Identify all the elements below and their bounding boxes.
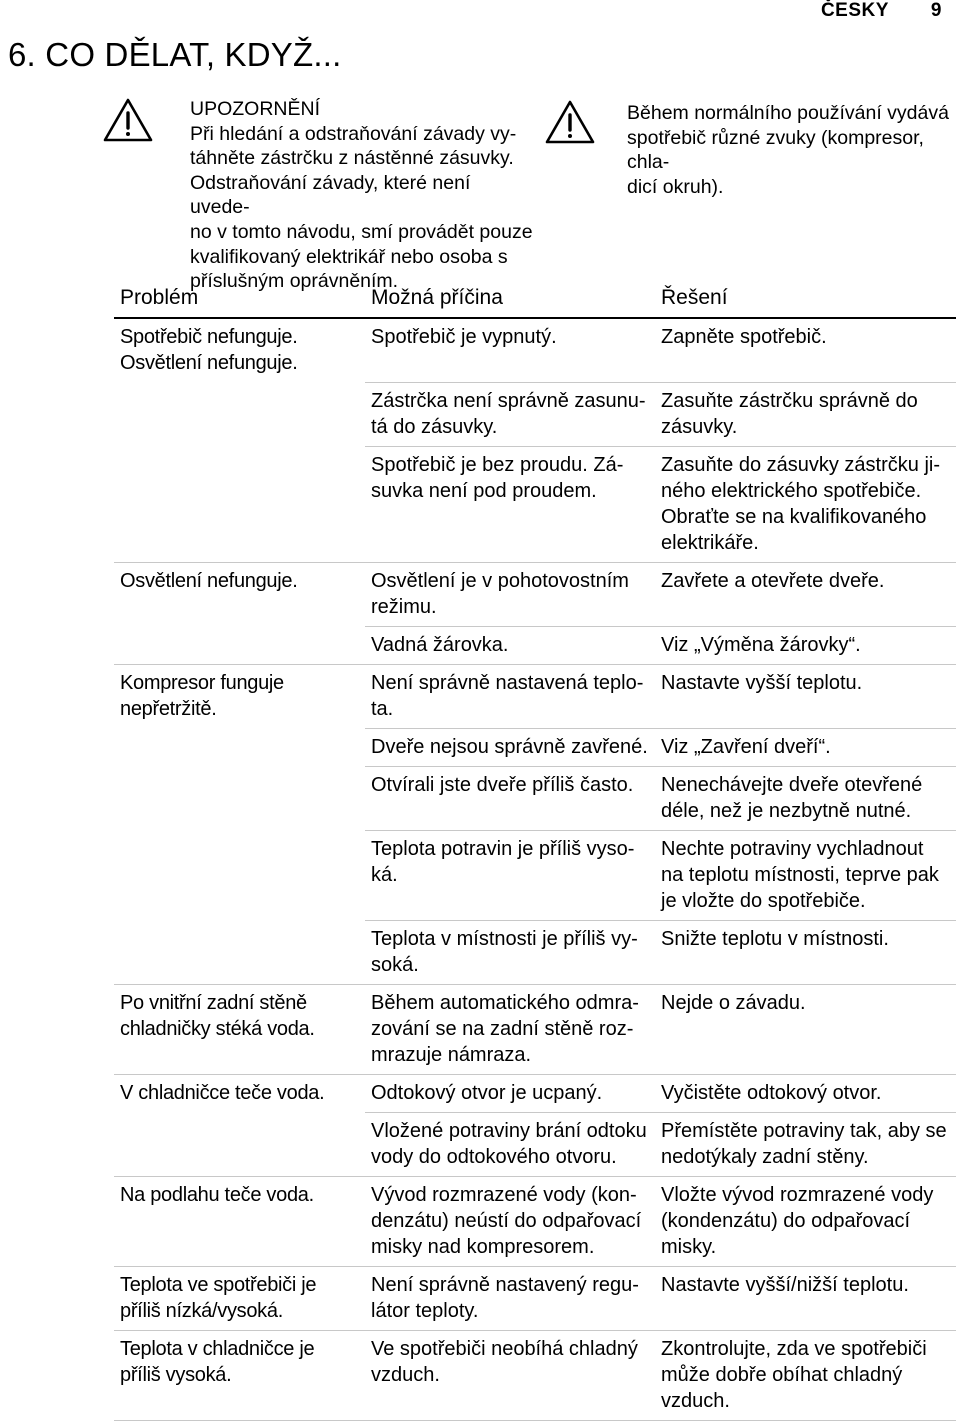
cell-line: Vyčistěte odtokový otvor. <box>661 1081 882 1104</box>
warning-line: příslušným oprávněním. <box>190 270 399 293</box>
cause-cell <box>365 1176 655 1266</box>
cell-line: Během automatického odmra- <box>371 991 639 1014</box>
warning-line: kvalifikovaný elektrikář nebo osoba s <box>190 245 508 268</box>
cell-line: látor teploty. <box>371 1299 479 1322</box>
cell-line: Nechte potraviny vychladnout <box>661 837 924 860</box>
cause-cell <box>365 1074 655 1112</box>
warning-heading: UPOZORNĚNÍ <box>190 98 321 120</box>
cell-line: Po vnitřní zadní stěně <box>120 991 307 1014</box>
table-row <box>114 1176 956 1266</box>
warning-left-body <box>190 122 535 294</box>
warning-line: Během normálního používání vydává <box>627 102 949 124</box>
solution-cell <box>655 626 956 664</box>
table-row <box>114 830 956 920</box>
cell-line: příliš vysoká. <box>120 1363 232 1386</box>
cell-line: Vadná žárovka. <box>371 633 509 656</box>
cell-line: mrazuje námraza. <box>371 1043 532 1066</box>
problem-cell <box>114 382 365 446</box>
column-header-solution: Řešení <box>655 283 956 318</box>
warning-right-body <box>627 101 957 199</box>
solution-cell <box>655 1266 956 1330</box>
cell-line: elektrikáře. <box>661 531 759 554</box>
problem-cell <box>114 562 365 626</box>
cell-line: Snižte teplotu v místnosti. <box>661 927 889 950</box>
solution-cell <box>655 984 956 1074</box>
problem-cell <box>114 984 365 1074</box>
page-header <box>821 0 942 22</box>
warning-line: táhněte zástrčku z nástěnné zásuvky. <box>190 147 514 170</box>
cell-line: Ve spotřebiči neobíhá chladný <box>371 1337 638 1360</box>
cell-line: Osvětlení nefunguje. <box>120 569 298 592</box>
cell-line: Zavřete a otevřete dveře. <box>661 569 885 592</box>
cause-cell <box>365 626 655 664</box>
solution-cell <box>655 1330 956 1420</box>
cause-cell <box>365 446 655 562</box>
cause-cell <box>365 562 655 626</box>
problem-cell <box>114 1074 365 1112</box>
cell-line: Není správně nastavená teplo- <box>371 671 644 694</box>
warning-left-text <box>190 97 535 294</box>
cause-cell <box>365 1112 655 1176</box>
cause-cell <box>365 830 655 920</box>
cause-cell <box>365 1266 655 1330</box>
column-header-problem: Problém <box>114 283 365 318</box>
problem-cell <box>114 1330 365 1420</box>
solution-cell <box>655 1074 956 1112</box>
cell-line: Teplota v místnosti je příliš vy- <box>371 927 638 950</box>
solution-cell <box>655 1176 956 1266</box>
cell-line: Obraťte se na kvalifikovaného <box>661 505 927 528</box>
table-row <box>114 664 956 728</box>
warning-line: no v tomto návodu, smí provádět pouze <box>190 220 533 243</box>
cell-line: Není správně nastavený regu- <box>371 1273 639 1296</box>
table-row <box>114 446 956 562</box>
cell-line: Zasuňte zástrčku správně do <box>661 389 918 412</box>
solution-cell <box>655 382 956 446</box>
cell-line: Na podlahu teče voda. <box>120 1183 314 1206</box>
cell-line: ta. <box>371 697 394 720</box>
cell-line: vzduch. <box>661 1389 730 1412</box>
solution-cell <box>655 562 956 626</box>
cell-line: Spotřebič nefunguje. <box>120 326 298 348</box>
cell-line: Přemístěte potraviny tak, aby se <box>661 1119 947 1142</box>
problem-cell <box>114 664 365 728</box>
cell-line: na teplotu místnosti, teprve pak <box>661 863 939 886</box>
problem-cell <box>114 728 365 766</box>
cell-line: Zástrčka není správně zasunu- <box>371 389 646 412</box>
table-body <box>114 318 956 1420</box>
cause-cell <box>365 318 655 382</box>
warning-line: spotřebič různé zvuky (kompresor, chla- <box>627 126 924 174</box>
table-row <box>114 766 956 830</box>
cell-line: soká. <box>371 953 419 976</box>
cell-line: Osvětlení je v pohotovostním <box>371 569 629 592</box>
cell-line: Teplota ve spotřebiči je <box>120 1273 317 1296</box>
table-row <box>114 1266 956 1330</box>
problem-cell <box>114 1266 365 1330</box>
cell-line: může dobře obíhat chladný <box>661 1363 903 1386</box>
problem-cell <box>114 446 365 562</box>
problem-cell <box>114 318 365 382</box>
cell-line: misky nad kompresorem. <box>371 1235 595 1258</box>
problem-cell <box>114 766 365 830</box>
problem-cell <box>114 626 365 664</box>
cell-line: Vývod rozmrazené vody (kon- <box>371 1183 637 1206</box>
table-row <box>114 1112 956 1176</box>
cause-cell <box>365 1330 655 1420</box>
cell-line: Osvětlení nefunguje. <box>120 352 298 374</box>
cell-line: déle, než je nezbytně nutné. <box>661 799 912 822</box>
warning-triangle-icon <box>544 99 596 145</box>
solution-cell <box>655 920 956 984</box>
cell-line: Viz „Výměna žárovky“. <box>661 633 861 656</box>
cell-line: Nenechávejte dveře otevřené <box>661 773 923 796</box>
cell-line: režimu. <box>371 595 437 618</box>
cell-line: ného elektrického spotřebiče. <box>661 479 922 502</box>
solution-cell <box>655 766 956 830</box>
cell-line: vzduch. <box>371 1363 440 1386</box>
cell-line: Odtokový otvor je ucpaný. <box>371 1081 603 1104</box>
cause-cell <box>365 984 655 1074</box>
cell-line: zování se na zadní stěně roz- <box>371 1017 634 1040</box>
cause-cell <box>365 766 655 830</box>
cell-line: Spotřebič je vypnutý. <box>371 326 557 348</box>
cell-line: nepřetržitě. <box>120 697 217 720</box>
table-row <box>114 984 956 1074</box>
cell-line: Viz „Zavření dveří“. <box>661 735 831 758</box>
table-row <box>114 562 956 626</box>
solution-cell <box>655 830 956 920</box>
page-number: 9 <box>930 0 942 21</box>
column-header-cause: Možná příčina <box>365 283 655 318</box>
warning-right-text <box>627 101 957 199</box>
cell-line: vody do odtokového otvoru. <box>371 1145 617 1168</box>
solution-cell <box>655 1112 956 1176</box>
cell-line: zásuvky. <box>661 415 738 438</box>
cell-line: Teplota v chladničce je <box>120 1337 315 1360</box>
solution-cell <box>655 728 956 766</box>
cell-line: Kompresor funguje <box>120 671 284 694</box>
solution-cell <box>655 446 956 562</box>
cell-line: Dveře nejsou správně zavřené. <box>371 735 648 758</box>
solution-cell <box>655 664 956 728</box>
table-row <box>114 626 956 664</box>
cell-line: nedotýkaly zadní stěny. <box>661 1145 869 1168</box>
cell-line: denzátu) neústí do odpařovací <box>371 1209 642 1232</box>
cell-line: Nastavte vyšší/nižší teplotu. <box>661 1273 909 1296</box>
cell-line: misky. <box>661 1235 717 1258</box>
table-row <box>114 728 956 766</box>
cell-line: chladničky stéká voda. <box>120 1017 315 1040</box>
cell-line: Otvírali jste dveře příliš často. <box>371 773 634 796</box>
cell-line: Spotřebič je bez proudu. Zá- <box>371 453 624 476</box>
cell-line: Teplota potravin je příliš vyso- <box>371 837 635 860</box>
problem-cell <box>114 920 365 984</box>
solution-cell <box>655 318 956 382</box>
cell-line: je vložte do spotřebiče. <box>661 889 866 912</box>
cell-line: Nastavte vyšší teplotu. <box>661 671 863 694</box>
table-header-row <box>114 283 956 318</box>
cell-line: ká. <box>371 863 398 886</box>
cause-cell <box>365 728 655 766</box>
table-row <box>114 920 956 984</box>
language-label: ČESKY <box>820 0 889 21</box>
cell-line: Zapněte spotřebič. <box>661 326 827 348</box>
cell-line: V chladničce teče voda. <box>120 1081 325 1104</box>
problem-cell <box>114 1112 365 1176</box>
warning-line: Odstraňování závady, které není uvede- <box>190 171 471 219</box>
table-row <box>114 318 956 382</box>
cell-line: Nejde o závadu. <box>661 991 806 1014</box>
problem-cell <box>114 1176 365 1266</box>
problem-cell <box>114 830 365 920</box>
cell-line: Vložte vývod rozmrazené vody <box>661 1183 934 1206</box>
cell-line: příliš nízká/vysoká. <box>120 1299 283 1322</box>
cell-line: Zkontrolujte, zda ve spotřebiči <box>661 1337 927 1360</box>
cause-cell <box>365 664 655 728</box>
cell-line: Zasuňte do zásuvky zástrčku ji- <box>661 453 940 476</box>
table-row <box>114 1074 956 1112</box>
cause-cell <box>365 382 655 446</box>
troubleshooting-table <box>114 283 956 1421</box>
cell-line: (kondenzátu) do odpařovací <box>661 1209 911 1232</box>
table-row <box>114 382 956 446</box>
table-row <box>114 1330 956 1420</box>
warning-triangle-icon <box>102 97 154 143</box>
warning-line: Při hledání a odstraňování závady vy- <box>190 122 517 145</box>
cell-line: Vložené potraviny brání odtoku <box>371 1119 647 1142</box>
cell-line: tá do zásuvky. <box>371 415 498 438</box>
cause-cell <box>365 920 655 984</box>
cell-line: suvka není pod proudem. <box>371 479 597 502</box>
page-title: 6. CO DĚLAT, KDYŽ... <box>8 36 342 73</box>
warning-line: dicí okruh). <box>627 175 724 198</box>
